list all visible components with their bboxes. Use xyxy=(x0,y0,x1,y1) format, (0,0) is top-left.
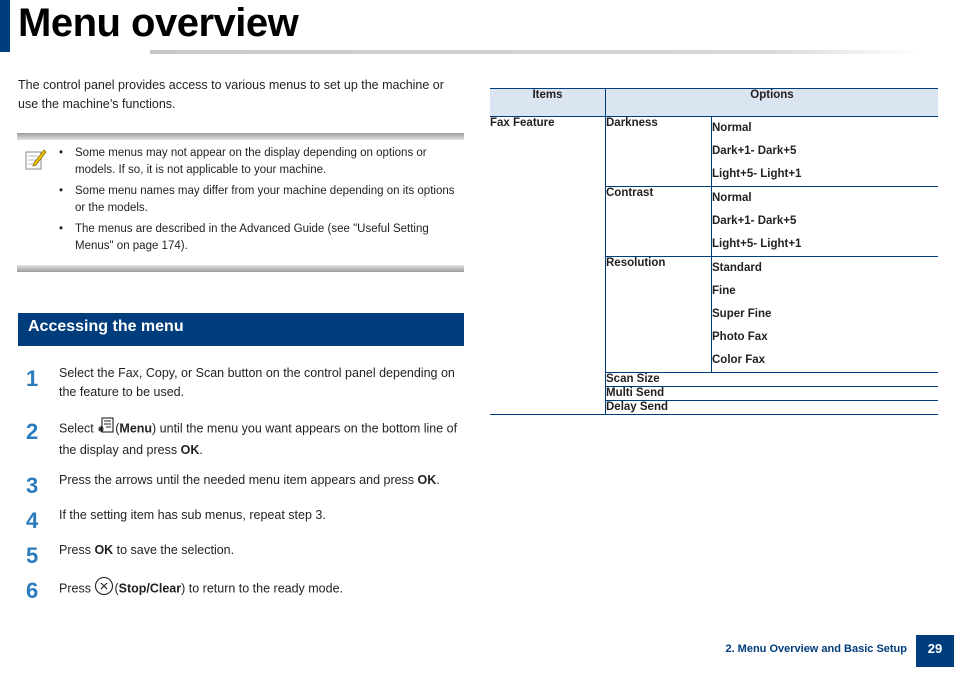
header-options: Options xyxy=(606,89,939,117)
step-text xyxy=(59,471,464,490)
step-text-post: ) until the menu you want appears on the bottom line of the display and press xyxy=(59,421,458,457)
option-value: Light+5- Light+1 xyxy=(712,168,802,180)
pencil-note-icon xyxy=(25,147,47,171)
option-name: Delay Send xyxy=(606,401,939,415)
step-number: 2 xyxy=(26,419,39,444)
note-list xyxy=(59,145,459,259)
option-value: Light+5- Light+1 xyxy=(712,238,802,250)
step-text-pre: Press the arrows until the needed menu item appears and press xyxy=(59,473,418,487)
table-row xyxy=(490,117,938,187)
step-number: 6 xyxy=(26,578,39,603)
option-name: Contrast xyxy=(606,187,712,257)
footer-section-title: 2. Menu Overview and Basic Setup xyxy=(725,643,907,655)
option-name: Multi Send xyxy=(606,387,939,401)
note-item: • The menus are described in the Advanced Guide (see "Useful Setting Menus" on page 174). xyxy=(59,221,459,254)
step-text-post: ) to return to the ready mode. xyxy=(181,581,344,596)
option-value: Normal xyxy=(712,122,752,134)
step-number: 3 xyxy=(26,473,39,498)
step-text-end: to save the selection. xyxy=(113,543,235,557)
step-text-pre: Press xyxy=(59,543,95,557)
note-box xyxy=(17,133,464,272)
step-number: 1 xyxy=(26,366,39,391)
header-items: Items xyxy=(490,89,606,117)
page-number: 29 xyxy=(916,635,954,667)
option-values xyxy=(712,117,939,187)
note-item: • Some menu names may differ from your machine depending on its options or the models. xyxy=(59,183,459,216)
menu-options-table xyxy=(490,88,938,415)
step-number: 5 xyxy=(26,543,39,568)
step-text-pre: Press xyxy=(59,581,91,596)
option-name: Darkness xyxy=(606,117,712,187)
item-fax-feature: Fax Feature xyxy=(490,117,606,415)
stop-clear-icon xyxy=(94,576,114,602)
title-accent-bar xyxy=(0,0,10,52)
step-ok: OK xyxy=(180,443,200,457)
note-bottom-rule xyxy=(17,265,464,272)
step-ok: OK xyxy=(94,543,114,557)
step-text: If the setting item has sub menus, repeat step 3. xyxy=(59,508,326,522)
note-item: • Some menus may not appear on the display depending on options or models. If so, it is not applicable to your machine. xyxy=(59,145,459,178)
section-header xyxy=(18,313,464,346)
step-number: 4 xyxy=(26,508,39,533)
step-bold: Stop/Clear xyxy=(118,581,182,596)
step-text-end: . xyxy=(199,443,203,457)
step-text-end: . xyxy=(436,473,440,487)
menu-button-icon xyxy=(97,417,115,441)
table-header-row xyxy=(490,89,938,117)
step-text xyxy=(59,541,464,560)
option-value: Color Fax xyxy=(712,354,766,366)
option-value: Super Fine xyxy=(712,308,772,320)
step-bold: Menu xyxy=(119,421,153,436)
note-top-rule xyxy=(17,133,464,140)
step-text: Select (Menu) until the menu you want appears on the bottom line of the display and press OK. xyxy=(59,417,464,460)
step-ok: OK xyxy=(417,473,437,487)
option-value: Dark+1- Dark+5 xyxy=(712,145,797,157)
intro-paragraph: The control panel provides access to various menus to set up the machine or use the machine’s functions. xyxy=(18,78,444,111)
step-text: Select the Fax, Copy, or Scan button on the control panel depending on the feature to be used. xyxy=(59,366,455,399)
option-value: Photo Fax xyxy=(712,331,768,343)
option-values xyxy=(712,187,939,257)
option-values xyxy=(712,257,939,373)
option-value: Standard xyxy=(712,262,762,274)
option-name: Resolution xyxy=(606,257,712,373)
option-name: Scan Size xyxy=(606,373,939,387)
step-text-pre: Select xyxy=(59,421,94,436)
option-value: Normal xyxy=(712,192,752,204)
option-value: Fine xyxy=(712,285,736,297)
option-value: Dark+1- Dark+5 xyxy=(712,215,797,227)
step-text: Press (Stop/Clear) to return to the ready mode. xyxy=(59,576,464,602)
title-divider xyxy=(150,50,920,54)
section-title: Accessing the menu xyxy=(28,318,184,335)
page-title: Menu overview xyxy=(18,1,299,45)
